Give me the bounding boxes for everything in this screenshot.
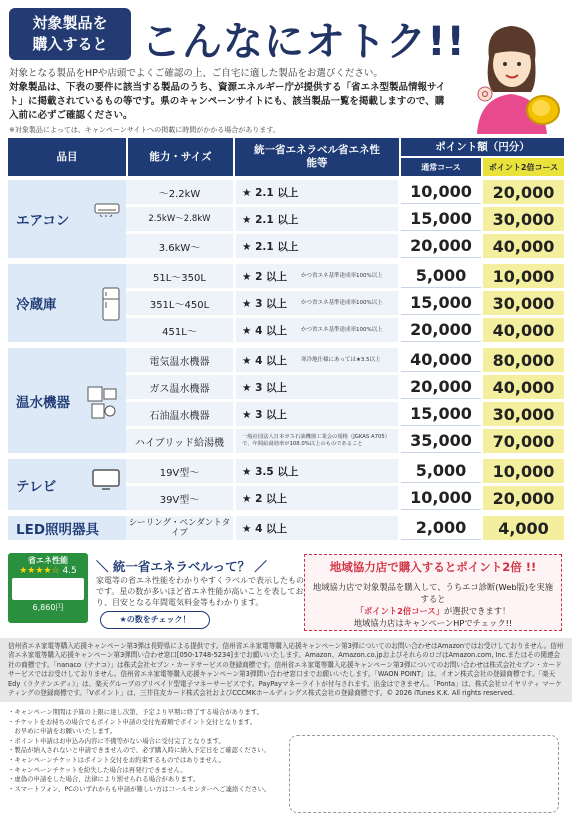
star-rating: ★ 2.1 以上 [242,213,299,226]
television-icon [92,469,120,495]
size-cell: 2.5kW～2.8kW [126,207,233,231]
category-name: テレビ [16,478,57,495]
eco-label-stars: ★★★★☆ [19,566,60,576]
notes-list [8,708,282,794]
label-cell [236,375,398,399]
points-normal: 2,000 [401,516,481,540]
size-cell: 351L～450L [126,291,233,315]
header-badge [9,8,131,60]
note-item: ・キャンペーンチケットはポイント交付をお約束するものではありません。 [8,755,225,764]
woman-with-coin-illustration [455,18,567,134]
points-normal: 20,000 [401,234,481,258]
eco-label-title: 省エネ性能 [28,556,68,565]
eco-label-sample [8,553,88,623]
label-cell [236,348,398,372]
points-normal: 20,000 [401,375,481,399]
header-label: 統一省エネラベル省エネ性能等 [235,138,399,176]
size-cell: ガス温水機器 [126,375,233,399]
local-store-text: 地域協力店で対象製品を購入して、うちエコ診断(Web版)を実施すると 「ポイント2倍コース」が選択できます！ 地域協力店はキャンペーンHPでチェック!! [312,582,554,628]
star-rating: ★ 2 以上 [242,270,288,283]
table-row [126,459,564,483]
points-normal: 35,000 [401,429,481,453]
table-row [126,429,564,453]
header-normal-course: 通常コース [401,158,481,176]
points-double: 30,000 [483,291,564,315]
star-rating: ★ 3 以上 [242,297,288,310]
header-badge-line2: 購入すると [32,35,108,53]
points-double: 10,000 [483,264,564,288]
label-cell [236,207,398,231]
size-cell: 39V型～ [126,486,233,510]
table-row [126,234,564,258]
label-cell [236,486,398,510]
eco-label-chart [12,578,84,600]
water-heater-icon [86,385,120,423]
table-row [126,264,564,288]
label-cell [236,180,398,204]
size-cell: 3.6kW～ [126,234,233,258]
label-note: 一般社団法人日本ガス石油機器工業会の規格（JGKAS A705）で、年間給湯効率が108.0%以上のものであること [242,434,390,447]
label-note: 寒冷地仕様にあっては★3.5以上 [301,356,381,363]
unified-label-text: 家電等の省エネ性能をわかりやすくラベルで表示したものです。星の数が多いほど省エネ性能が高いことを表しており、目安となる年間電気料金等もわかります。 [96,576,304,607]
points-normal: 40,000 [401,348,481,372]
size-cell: 51L～350L [126,264,233,288]
points-double: 40,000 [483,375,564,399]
category-3 [8,459,126,510]
table-row [126,375,564,399]
size-cell: シーリング・ペンダントタイプ [126,516,233,540]
star-rating: ★ 3.5 以上 [242,465,299,478]
category-name: LED照明器具 [16,522,100,538]
star-rating: ★ 3 以上 [242,408,288,421]
category-name: 温水機器 [16,394,70,411]
table-row [126,348,564,372]
points-normal: 15,000 [401,402,481,426]
note-item: ・キャンペーンチケットを紛失した場合は再発行できません。 [8,765,187,774]
points-double: 80,000 [483,348,564,372]
label-cell [236,291,398,315]
intro-line2: 対象製品は、下表の要件に該当する製品のうち、資源エネルギー庁が提供する「省エネ型製品情報サイト」に掲載されているもの等です。県のキャンペーンサイトにも、該当製品一覧を掲載しますので、購入前に必ずご確認ください。 [9,82,446,121]
points-double: 40,000 [483,234,564,258]
size-cell: ハイブリッド給湯機 [126,429,233,453]
star-rating: ★ 4 以上 [242,324,288,337]
header-double-course: ポイント2倍コース [483,158,564,176]
size-cell: 451L～ [126,318,233,342]
points-double: 4,000 [483,516,564,540]
points-normal: 20,000 [401,318,481,342]
store-stamp-area [289,735,559,813]
air-conditioner-icon [94,203,120,221]
label-note: かつ省エネ基準達成率100%以上 [301,326,383,333]
points-double: 20,000 [483,180,564,204]
legal-notice: 信州省エネ家電等購入応援キャンペーン第3弾は長野県による提供です。信州省エネ家電等購入応援キャンペーン第3弾についてのお問い合わせはAmazonではお受けしておりません。信州省エネ家電等購入応援キャンペーン第3弾問い合わせ窓口[050-1748-5234]までお願いいたします。Amazon、Amazon.co.jpおよびそれらのロゴはAmazon.com, Inc.またはその関連会社の商標です。「nanaco（ナナコ）」は株式会社セブン・カードサービスの登録商標です。信州省エネ家電等購入応援キャンペーン第3弾についてのお問い合わせは株式会社セブン・カードサービスではお受けしておりません。信州省エネ家電等購入応援キャンペーン第3弾問い合わせ窓口までお願いいたします。「WAON POINT」は、イオン株式会社の登録商標です。「楽天Edy（ラクテンエディ）」は、楽天グループのプリペイド型電子マネーサービスです。PayPayマネーライトが付与されます。出金はできません。「Ponta」は、株式会社ロイヤリティ マーケティングの登録商標です。「Vポイント」は、三井住友カード株式会社およびCCCMKホールディングス株式会社の登録商標です。© 2026 iTunes K.K. All rights reserved. [0,638,572,702]
intro-text [9,67,449,137]
label-cell [236,429,398,453]
category-1 [8,264,126,342]
category-name: エアコン [16,213,70,229]
points-normal: 5,000 [401,264,481,288]
unified-label-heading: ＼ 統一省エネラベルって？ ／ [96,559,267,574]
note-item: ・ポイント申請はお申込み内容に不備等がない場合に受付完了となります。 [8,736,225,745]
points-normal: 5,000 [401,459,481,483]
points-normal: 10,000 [401,180,481,204]
eco-label-value-unit: 円 [55,603,64,612]
note-item: ・チケットをお持ちの場合でもポイント申請の受付先着順でポイント交付となります。 [8,717,257,726]
points-normal: 10,000 [401,486,481,510]
intro-note: ※対象製品によっては、キャンペーンサイトへの掲載に時間がかかる場合があります。 [9,126,280,134]
category-name: 冷蔵庫 [16,297,57,313]
table-row [126,291,564,315]
header-badge-line1: 対象製品を [32,14,108,32]
points-double: 20,000 [483,486,564,510]
table-row [126,207,564,231]
label-cell [236,516,398,540]
header-points: ポイント額（円分） [401,138,564,156]
double-course-emphasis: 「ポイント2倍コース」 [355,606,444,616]
points-double: 30,000 [483,207,564,231]
eco-label-value: 6,860 [32,603,56,612]
note-item: ・製品が納入されないと申請できませんので、必ず購入時に納入予定日をご確認ください。 [8,746,270,755]
header-size: 能力・サイズ [128,138,233,176]
size-cell: 電気温水機器 [126,348,233,372]
star-rating: ★ 2.1 以上 [242,186,299,199]
check-stars-button: ★の数をチェック！ [100,611,210,629]
note-item: お早めに申請をお願いいたします。 [8,727,117,736]
points-normal: 15,000 [401,207,481,231]
category-0 [8,180,126,258]
points-normal: 15,000 [401,291,481,315]
points-double: 10,000 [483,459,564,483]
label-cell [236,318,398,342]
refrigerator-icon [102,287,120,325]
local-store-box [304,554,562,631]
table-row [126,180,564,204]
label-cell [236,402,398,426]
star-rating: ★ 3 以上 [242,381,288,394]
table-row [126,486,564,510]
label-cell [236,264,398,288]
star-rating: ★ 4 以上 [242,354,288,367]
points-double: 70,000 [483,429,564,453]
category-4 [8,516,126,540]
page-title: こんなにオトク!! [141,19,466,65]
size-cell: 19V型～ [126,459,233,483]
points-table [8,138,564,548]
points-double: 40,000 [483,318,564,342]
label-note: かつ省エネ基準達成率100%以上 [301,272,383,279]
points-double: 30,000 [483,402,564,426]
size-cell: ～2.2kW [126,180,233,204]
note-item: ・キャンペーン期間は予算の上限に達し次第、予定より早期に終了する場合があります。 [8,708,263,716]
label-cell [236,234,398,258]
star-rating: ★ 4 以上 [242,522,288,535]
eco-label-score: 4.5 [62,566,77,576]
local-store-heading: 地域協力店で購入するとポイント2倍 !! [329,560,537,574]
star-rating: ★ 2 以上 [242,492,288,505]
size-cell: 石油温水機器 [126,402,233,426]
header-category: 品目 [8,138,126,176]
note-item: ・スマートフォン、PCのいずれからも申請が難しい方はコールセンターへご連絡ください。 [8,784,271,793]
table-row [126,516,564,540]
note-item: ・虚偽の申請をした場合、法律により罰せられる場合があります。 [8,775,200,784]
label-cell [236,459,398,483]
table-row [126,318,564,342]
category-2 [8,348,126,453]
table-row [126,402,564,426]
star-rating: ★ 2.1 以上 [242,240,299,253]
label-note: かつ省エネ基準達成率100%以上 [301,299,383,306]
intro-line1: 対象となる製品をHPや店頭でよくご確認の上、ご自宅に適した製品をお選びください。 [9,68,383,79]
